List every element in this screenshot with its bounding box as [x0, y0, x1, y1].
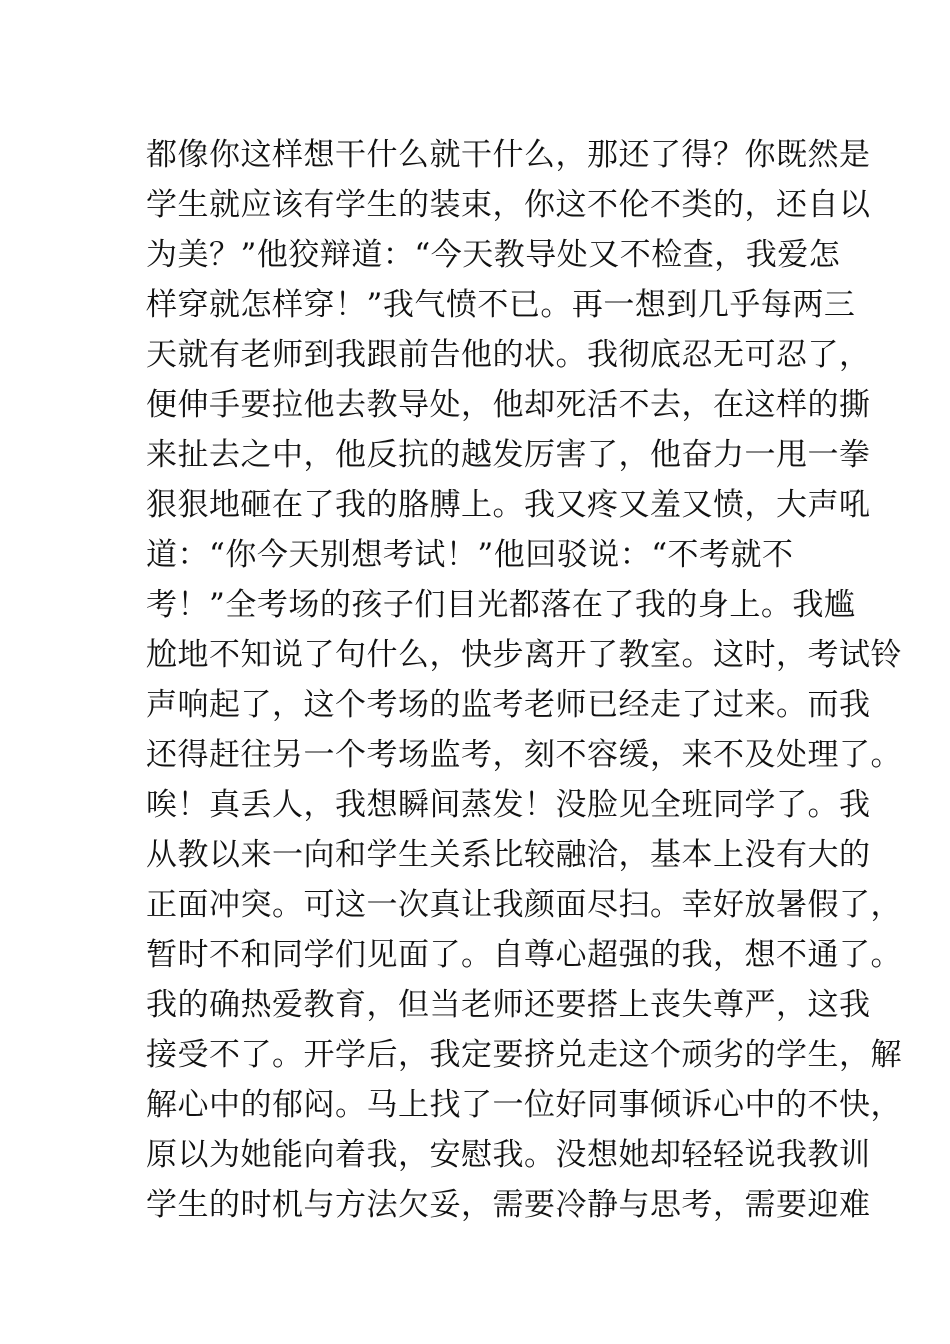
- text-line: 解心中的郁闷。马上找了一位好同事倾诉心中的不快，: [146, 1087, 902, 1123]
- text-line: 学生就应该有学生的装束，你这不伦不类的，还自以: [146, 187, 871, 223]
- text-line: 正面冲突。可这一次真让我颜面尽扫。幸好放暑假了，: [146, 887, 902, 923]
- text-line: 考！”全考场的孩子们目光都落在了我的身上。我尴: [146, 587, 856, 623]
- text-line: 声响起了，这个考场的监考老师已经走了过来。而我: [146, 687, 871, 723]
- text-line: 样穿就怎样穿！”我气愤不已。再一想到几乎每两三: [146, 287, 856, 323]
- text-line: 道：“你今天别想考试！”他回驳说：“不考就不: [146, 537, 794, 573]
- text-line: 学生的时机与方法欠妥，需要冷静与思考，需要迎难: [146, 1187, 871, 1223]
- text-line: 我的确热爱教育，但当老师还要搭上丧失尊严，这我: [146, 987, 871, 1023]
- text-line: 原以为她能向着我，安慰我。没想她却轻轻说我教训: [146, 1137, 871, 1173]
- text-line: 还得赶往另一个考场监考，刻不容缓，来不及处理了。: [146, 737, 902, 773]
- body-text: [146, 130, 902, 1230]
- text-line: 唉！真丢人，我想瞬间蒸发！没脸见全班同学了。我: [146, 787, 871, 823]
- text-line: 接受不了。开学后，我定要挤兑走这个顽劣的学生，解: [146, 1037, 902, 1073]
- text-line: 便伸手要拉他去教导处，他却死活不去，在这样的撕: [146, 387, 871, 423]
- text-line: 天就有老师到我跟前告他的状。我彻底忍无可忍了，: [146, 337, 871, 373]
- text-line: 尬地不知说了句什么，快步离开了教室。这时，考试铃: [146, 637, 902, 673]
- text-line: 暂时不和同学们见面了。自尊心超强的我，想不通了。: [146, 937, 902, 973]
- text-line: 狠狠地砸在了我的胳膊上。我又疼又羞又愤，大声吼: [146, 487, 871, 523]
- text-line: 都像你这样想干什么就干什么，那还了得？你既然是: [146, 137, 871, 173]
- text-line: 从教以来一向和学生关系比较融洽，基本上没有大的: [146, 837, 871, 873]
- text-line: 为美？”他狡辩道：“今天教导处又不检查，我爱怎: [146, 237, 841, 273]
- text-line: 来扯去之中，他反抗的越发厉害了，他奋力一甩一拳: [146, 437, 871, 473]
